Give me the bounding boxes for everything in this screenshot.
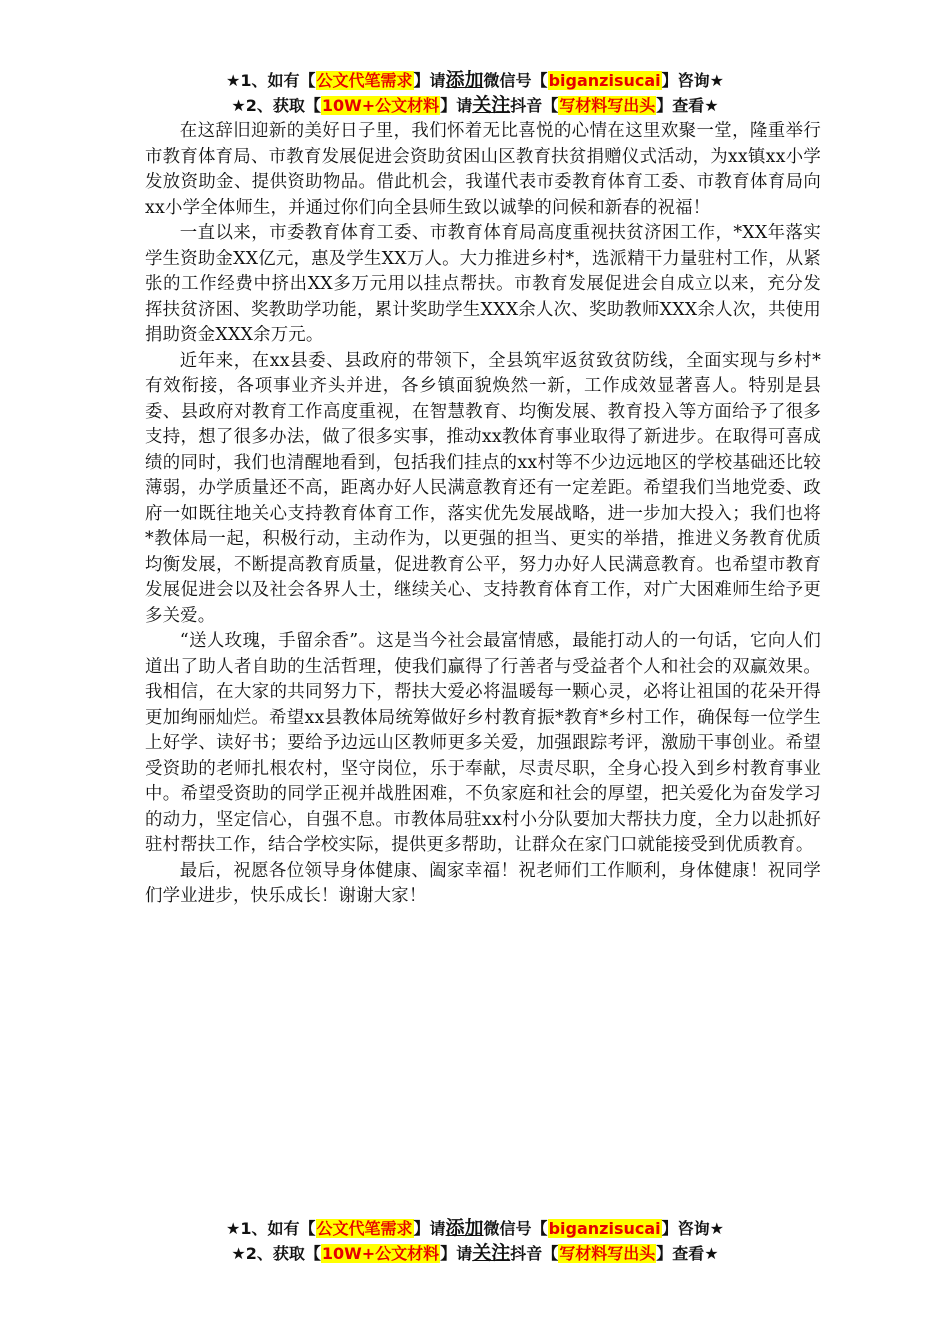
promo-highlight-service: 公文代笔需求 <box>316 71 413 90</box>
promo-text: ★1、如有【 <box>226 71 316 90</box>
promo-emphasis: 添加 <box>445 1217 484 1239</box>
promo-banner-top <box>0 68 950 118</box>
promo-highlight-douyin: 写材料写出头 <box>559 96 656 115</box>
paragraph: “送人玫瑰，手留余香”。这是当今社会最富情感，最能打动人的一句话，它向人们道出了助人者自助的生活哲理，使我们赢得了行善者与受益者个人和社会的双赢效果。我相信，在大家的共同努力下，帮扶大爱必将温暖每一颗心灵，必将让祖国的花朵开得更加绚丽灿烂。希望xx县教体局统筹做好乡村教育振*教育*乡村工作，确保每一位学生上好学、读好书；要给予边远山区教师更多关爱，加强跟踪考评，激励干事创业。希望受资助的老师扎根农村，坚守岗位，乐于奉献，尽责尽职，全身心投入到乡村教育事业中。希望受资助的同学正视并战胜困难，不负家庭和社会的厚望，把关爱化为奋发学习的动力，坚定信心，自强不息。市教体局驻xx村小分队要加大帮扶力度，全力以赴抓好驻村帮扶工作，结合学校实际，提供更多帮助，让群众在家门口就能接受到优质教育。 <box>145 631 821 855</box>
paragraph: 一直以来，市委教育体育工委、市教育体育局高度重视扶贫济困工作，*XX年落实学生资助金XX亿元，惠及学生XX万人。大力推进乡村*，选派精干力量驻村工作，从紧张的工作经费中挤出XX多万元用以挂点帮扶。市教育发展促进会自成立以来，充分发挥扶贫济困、奖教助学功能，累计奖助学生XXX余人次、奖助教师XXX余人次，共使用捐助资金XXX余万元。 <box>145 223 821 345</box>
promo-banner-bottom <box>0 1216 950 1266</box>
promo-text: 】查看★ <box>656 1244 719 1263</box>
promo-highlight-materials: 10W+公文材料 <box>321 1244 440 1263</box>
promo-highlight-service: 公文代笔需求 <box>316 1219 413 1238</box>
promo-text: 】请 <box>440 1244 473 1263</box>
promo-text: ★2、获取【 <box>231 1244 321 1263</box>
promo-text: 抖音【 <box>510 96 559 115</box>
promo-text: 微信号【 <box>483 1219 548 1238</box>
promo-emphasis: 添加 <box>445 69 484 91</box>
promo-highlight-materials: 10W+公文材料 <box>321 96 440 115</box>
paragraph: 在这辞旧迎新的美好日子里，我们怀着无比喜悦的心情在这里欢聚一堂，隆重举行市教育体育局、市教育发展促进会资助贫困山区教育扶贫捐赠仪式活动，为xx镇xx小学发放资助金、提供资助物品。借此机会，我谨代表市委教育体育工委、市教育体育局向xx小学全体师生，并通过你们向全县师生致以诚挚的问候和新春的祝福！ <box>145 121 821 218</box>
promo-line-2 <box>0 1241 950 1266</box>
promo-text: 】查看★ <box>656 96 719 115</box>
promo-highlight-wechat: biganzisucai <box>548 1219 661 1238</box>
promo-text: ★2、获取【 <box>231 96 321 115</box>
promo-text: ★1、如有【 <box>226 1219 316 1238</box>
promo-line-1 <box>0 1216 950 1241</box>
promo-text: 】请 <box>440 96 473 115</box>
promo-highlight-douyin: 写材料写出头 <box>559 1244 656 1263</box>
promo-text: 】请 <box>413 1219 446 1238</box>
promo-text: 】咨询★ <box>661 1219 724 1238</box>
speech-body <box>145 119 821 910</box>
paragraph: 最后，祝愿各位领导身体健康、阖家幸福！祝老师们工作顺利，身体健康！祝同学们学业进步，快乐成长！谢谢大家！ <box>145 860 821 906</box>
paragraph: 近年来，在xx县委、县政府的带领下，全县筑牢返贫致贫防线，全面实现与乡村*有效衔接，各项事业齐头并进，各乡镇面貌焕然一新，工作成效显著喜人。特别是县委、县政府对教育工作高度重视，在智慧教育、均衡发展、教育投入等方面给予了很多支持，想了很多办法，做了很多实事，推动xx教体育事业取得了新进步。在取得可喜成绩的同时，我们也清醒地看到，包括我们挂点的xx村等不少边远地区的学校基础还比较薄弱，办学质量还不高，距离办好人民满意教育还有一定差距。希望我们当地党委、政府一如既往地关心支持教育体育工作，落实优先发展战略，进一步加大投入；我们也将*教体局一起，积极行动，主动作为，以更强的担当、更实的举措，推进义务教育优质均衡发展，不断提高教育质量，促进教育公平，努力办好人民满意教育。也希望市教育发展促进会以及社会各界人士，继续关心、支持教育体育工作，对广大困难师生给予更多关爱。 <box>145 350 821 626</box>
promo-text: 抖音【 <box>510 1244 559 1263</box>
promo-text: 】请 <box>413 71 446 90</box>
promo-text: 微信号【 <box>483 71 548 90</box>
promo-line-1 <box>0 68 950 93</box>
promo-emphasis: 关注 <box>472 94 511 116</box>
promo-text: 】咨询★ <box>661 71 724 90</box>
promo-highlight-wechat: biganzisucai <box>548 71 661 90</box>
promo-line-2 <box>0 93 950 118</box>
promo-emphasis: 关注 <box>472 1242 511 1264</box>
